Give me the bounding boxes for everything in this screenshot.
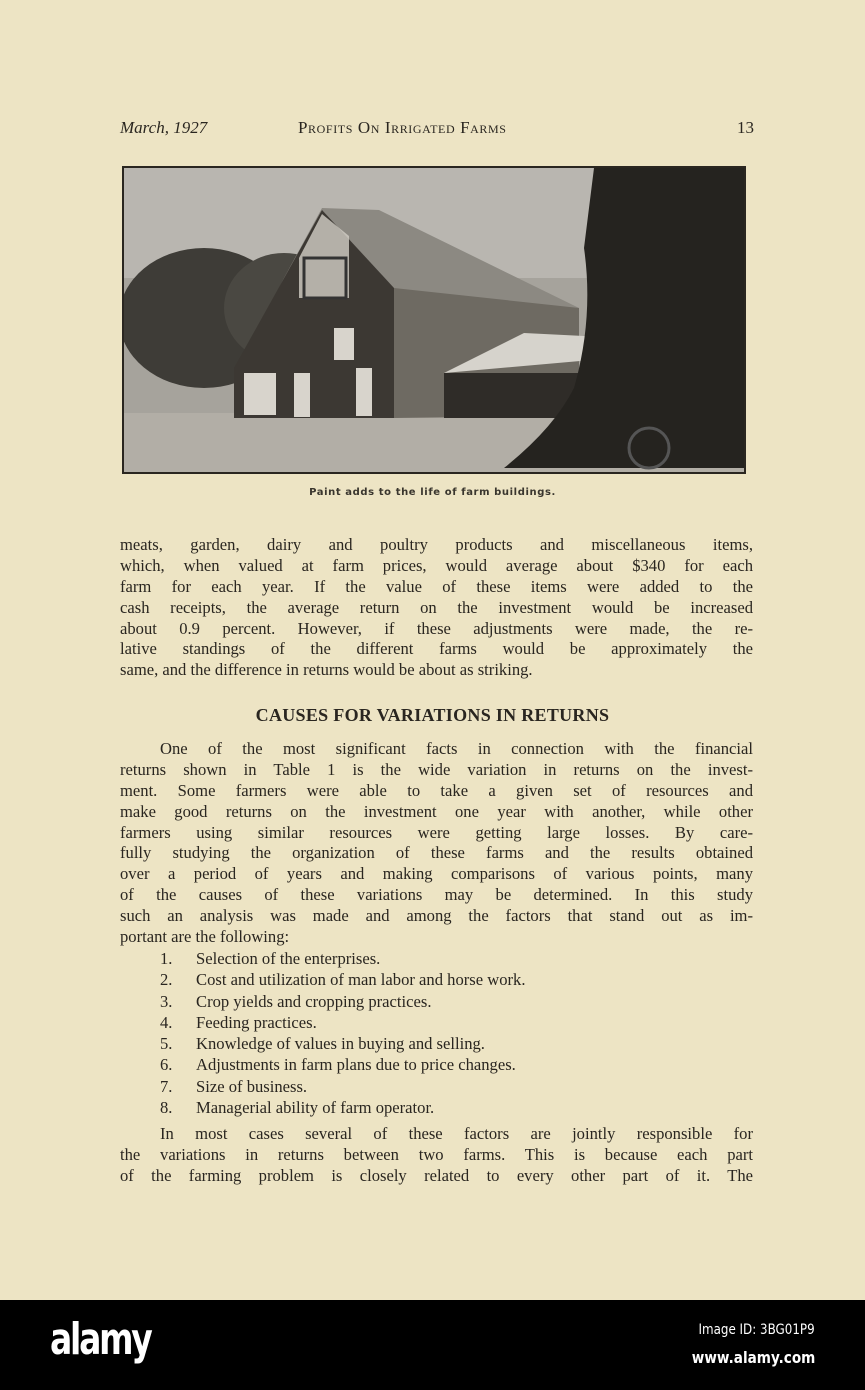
- list-text: Feeding practices.: [196, 1012, 317, 1032]
- text-line: of the farming problem is closely related to every other part of it. The: [120, 1165, 753, 1185]
- paragraph-2: [120, 739, 753, 948]
- text-line: which, when valued at farm prices, would average about $340 for each: [120, 555, 753, 575]
- list-number: 4.: [160, 1012, 173, 1032]
- text-line: make good returns on the investment one year with another, while other: [120, 801, 753, 821]
- list-item: [120, 1097, 753, 1118]
- text-line: ment. Some farmers were able to take a given set of resources and: [120, 780, 753, 800]
- list-text: Managerial ability of farm operator.: [196, 1098, 435, 1118]
- paragraph-3: [120, 1124, 753, 1187]
- list-text: Selection of the enterprises.: [196, 949, 381, 968]
- list-item: [120, 1012, 753, 1033]
- list-number: 8.: [160, 1098, 173, 1118]
- text-line: returns shown in Table 1 is the wide variation in returns on the invest-: [120, 759, 753, 779]
- text-line: about 0.9 percent. However, if these adjustments were made, the re-: [120, 618, 753, 638]
- list-item: [120, 1076, 753, 1097]
- list-number: 5.: [160, 1034, 173, 1054]
- text-line: over a period of years and making comparisons of various points, many: [120, 864, 753, 884]
- factors-list: [120, 948, 753, 1118]
- watermark-footer: [0, 1300, 865, 1390]
- text-line: cash receipts, the average return on the investment would be increased: [120, 597, 753, 617]
- text-line: meats, garden, dairy and poultry products and miscellaneous items,: [120, 535, 753, 554]
- list-number: 2.: [160, 970, 173, 990]
- text-line: farm for each year. If the value of these items were added to the: [120, 576, 753, 596]
- list-item: [120, 948, 753, 969]
- text-line: the variations in returns between two farms. This is because each part: [120, 1144, 753, 1164]
- list-item: [120, 1033, 753, 1054]
- list-number: 6.: [160, 1055, 173, 1075]
- text-line: same, and the difference in returns would be about as striking.: [120, 660, 533, 680]
- list-number: 3.: [160, 991, 173, 1011]
- text-line: farmers using similar resources were getting large losses. By care-: [120, 822, 753, 842]
- alamy-logo: alamy: [50, 1314, 151, 1365]
- text-line: of the causes of these variations may be determined. In this study: [120, 885, 753, 905]
- paragraph-1: [120, 535, 753, 681]
- list-text: Knowledge of values in buying and selling.: [196, 1034, 485, 1054]
- list-item: [120, 1054, 753, 1075]
- list-text: Size of business.: [196, 1076, 308, 1096]
- text-line: One of the most significant facts in connection with the financial: [160, 739, 753, 758]
- list-text: Cost and utilization of man labor and horse work.: [196, 970, 526, 990]
- list-text: Adjustments in farm plans due to price changes.: [196, 1055, 516, 1075]
- text-line: lative standings of the different farms would be approximately the: [120, 639, 753, 659]
- issue-date: March, 1927: [120, 118, 208, 137]
- list-number: 1.: [160, 949, 173, 968]
- list-item: [120, 969, 753, 990]
- site-url: www.alamy.com: [691, 1348, 815, 1367]
- figure-caption: Paint adds to the life of farm buildings.: [309, 487, 556, 498]
- page-number: 13: [737, 118, 754, 137]
- text-line: such an analysis was made and among the factors that stand out as im-: [120, 906, 753, 926]
- text-line: In most cases several of these factors are jointly responsible for: [160, 1124, 753, 1143]
- running-header: [120, 118, 754, 142]
- list-item: [120, 991, 753, 1012]
- section-heading: CAUSES FOR VARIATIONS IN RETURNS: [255, 705, 610, 725]
- running-title: Profits On Irrigated Farms: [298, 118, 507, 137]
- list-number: 7.: [160, 1076, 173, 1096]
- text-line: portant are the following:: [120, 927, 290, 947]
- text-line: fully studying the organization of these farms and the results obtained: [120, 843, 753, 863]
- image-id: Image ID: 3BG01P9: [698, 1322, 815, 1338]
- barn-photograph: [122, 166, 746, 474]
- list-text: Crop yields and cropping practices.: [196, 991, 432, 1011]
